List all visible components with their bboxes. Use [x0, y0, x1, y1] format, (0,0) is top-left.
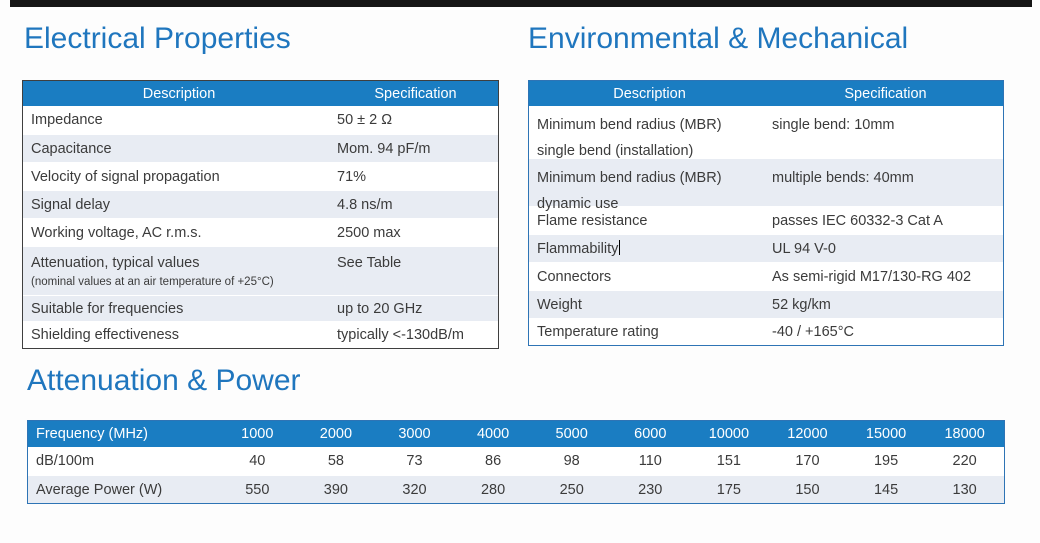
table-row [23, 246, 498, 295]
attenuation-value: 170 [795, 453, 820, 469]
power-value: 175 [716, 481, 741, 498]
column-header-specification: Specification [844, 85, 927, 102]
attenuation-row [28, 447, 1004, 475]
attenuation-value: 58 [327, 453, 344, 469]
table-row [23, 162, 498, 190]
description-cell: Minimum bend radius (MBR) dynamic use [537, 170, 722, 212]
description-cell: Impedance [31, 112, 103, 128]
frequency-value: 12000 [787, 426, 828, 442]
specification-cell: -40 / +165°C [772, 324, 854, 340]
power-value: 550 [245, 481, 270, 498]
table-row [23, 106, 498, 134]
power-value: 145 [873, 481, 899, 498]
description-cell: Signal delay [31, 196, 110, 213]
attenuation-value: 86 [485, 453, 502, 469]
frequency-value: 4000 [476, 426, 510, 442]
description-cell: Velocity of signal propagation [31, 168, 220, 185]
attenuation-power-table [27, 420, 1005, 504]
specification-cell: UL 94 V-0 [772, 240, 836, 257]
table-row [23, 321, 498, 348]
power-value: 130 [952, 481, 977, 498]
section-title-attenuation: Attenuation & Power [27, 364, 301, 397]
description-cell: Flame resistance [537, 212, 648, 229]
description-text: Flammability [537, 241, 619, 257]
specification-cell: 50 ± 2 Ω [337, 112, 393, 128]
power-value: 150 [795, 481, 820, 498]
power-value: 250 [559, 481, 584, 498]
frequency-header-label: Frequency (MHz) [36, 426, 148, 442]
table-row [23, 295, 498, 321]
table-row [23, 134, 498, 162]
description-main-text: Attenuation, typical values [31, 255, 200, 271]
average-power-row [28, 475, 1004, 503]
page-top-edge-bar [10, 0, 1032, 7]
specification-cell: Mom. 94 pF/m [337, 140, 431, 157]
specification-cell: See Table [337, 255, 402, 271]
section-title-electrical: Electrical Properties [24, 22, 291, 55]
table-row [529, 234, 1003, 262]
attenuation-value: 220 [952, 453, 977, 469]
frequency-value: 3000 [398, 426, 431, 442]
specification-cell: 4.8 ns/m [337, 196, 393, 213]
frequency-value: 1000 [241, 426, 274, 442]
specification-cell: 2500 max [337, 224, 401, 241]
table-row [529, 318, 1003, 345]
description-cell: Capacitance [31, 140, 112, 157]
section-title-environmental: Environmental & Mechanical [528, 22, 909, 55]
description-cell[interactable] [529, 240, 766, 257]
frequency-value: 10000 [708, 426, 750, 442]
description-cell: Minimum bend radius (MBR) single bend (installation) [537, 117, 722, 159]
row-label: dB/100m [36, 453, 95, 469]
table-row [23, 218, 498, 246]
column-header-description: Description [142, 85, 216, 102]
column-header-description: Description [613, 85, 686, 102]
table-row [529, 262, 1003, 290]
specification-cell: multiple bends: 40mm [772, 170, 914, 186]
frequency-header-row [28, 421, 1004, 447]
row-label: Average Power (W) [36, 481, 163, 498]
table-header-row [23, 81, 498, 106]
specification-cell: 52 kg/km [772, 296, 831, 313]
specification-cell: up to 20 GHz [337, 300, 423, 317]
power-value: 230 [638, 481, 663, 498]
specification-cell: typically <-130dB/m [337, 327, 464, 343]
table-row [529, 158, 1003, 212]
attenuation-value: 195 [873, 453, 899, 469]
attenuation-value: 151 [716, 453, 741, 469]
text-cursor [619, 240, 620, 255]
table-header-row [529, 81, 1003, 106]
frequency-value: 18000 [944, 426, 985, 442]
attenuation-value: 98 [563, 453, 580, 469]
description-note-text: (nominal values at an air temperature of +25°C) [31, 276, 274, 288]
environmental-mechanical-table [528, 80, 1004, 346]
table-row [529, 290, 1003, 318]
power-value: 280 [480, 481, 506, 498]
description-cell: Weight [537, 296, 582, 313]
attenuation-value: 110 [638, 453, 662, 469]
table-row [23, 190, 498, 218]
frequency-value: 2000 [319, 426, 353, 442]
description-cell [23, 247, 331, 295]
frequency-value: 5000 [555, 426, 588, 442]
power-value: 390 [323, 481, 348, 498]
specification-cell: As semi-rigid M17/130-RG 402 [772, 268, 972, 285]
specification-cell: single bend: 10mm [772, 117, 895, 133]
column-header-specification: Specification [374, 85, 457, 102]
frequency-value: 15000 [865, 426, 907, 442]
table-row [529, 106, 1003, 158]
specification-cell: 71% [337, 168, 367, 185]
description-cell: Connectors [537, 268, 612, 285]
description-cell: Temperature rating [537, 324, 659, 340]
specification-cell: passes IEC 60332-3 Cat A [772, 212, 943, 229]
power-value: 320 [402, 481, 427, 498]
description-cell: Shielding effectiveness [31, 327, 180, 343]
description-cell: Suitable for frequencies [31, 300, 184, 317]
attenuation-value: 73 [406, 453, 423, 469]
frequency-value: 6000 [634, 426, 667, 442]
attenuation-value: 40 [249, 453, 266, 469]
electrical-properties-table [22, 80, 499, 349]
description-cell: Working voltage, AC r.m.s. [31, 224, 202, 241]
